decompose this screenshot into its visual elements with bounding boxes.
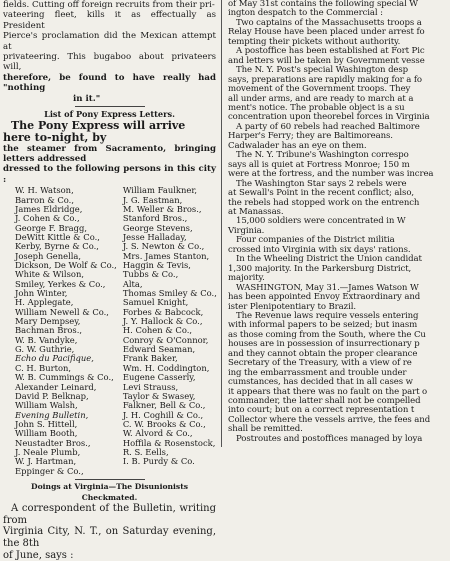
addressee-name: Levi Strauss,	[122, 381, 179, 392]
dispatch-line: all under arms, and are ready to march at a	[228, 93, 414, 104]
list-heading: List of Pony Express Letters.	[44, 109, 175, 120]
addressee-name: George Stevens,	[122, 222, 193, 233]
dispatch-line: ington despatch to the Commercial :	[228, 8, 383, 19]
doings-line: A correspondent of the Bulletin, writing from	[3, 503, 216, 526]
dispatch-line: Virginia.	[228, 225, 265, 236]
addressee-name: Samuel Knight,	[122, 297, 189, 308]
addressee-name: H. Cohen & Co.,	[122, 325, 193, 336]
dispatch-line: Secretary of the Treasury, with a view of re	[228, 358, 412, 369]
dispatch-line: at Sewall's Point in the recent conflict; also,	[228, 188, 415, 199]
addressee-name: J. Y. Hallock & Co.,	[122, 316, 203, 327]
pony-line-text: dressed to the following persons in this city :	[3, 164, 216, 185]
addressee-name: Wm. H. Coddington,	[122, 362, 210, 373]
addressee-name: Evening Bulletin,	[15, 409, 89, 420]
addressee-name: William Faulkner,	[122, 185, 198, 196]
addressee-name: J. S. Newton & Co.,	[122, 241, 205, 252]
doings-line: of June, says :	[3, 549, 74, 561]
dispatch-line: has been appointed Envoy Extraordinary and	[228, 292, 421, 303]
addressee-name: G. W. Guthrie,	[15, 344, 75, 355]
addressee-name: Taylor & Swasey,	[122, 390, 196, 401]
addressee-name: Neustadter Bros.,	[15, 437, 91, 448]
dispatch-line: A party of 60 rebels had reached Baltimore	[236, 121, 420, 132]
addressee-name: William Walsh,	[15, 400, 78, 411]
doings-paragraph	[3, 503, 216, 561]
addressee-name: Eppinger & Co.,	[15, 465, 84, 476]
addressee-name: Bachman Bros.,	[15, 325, 83, 336]
addressee-name: W. Alvord & Co.,	[122, 428, 193, 439]
dispatch-line: Two captains of the Massachusetts troops a	[236, 17, 422, 28]
dispatch-line: tempting their pickets without authority.	[228, 36, 401, 47]
doings-heading: Doings at Virginia—The Disunionists Checkmated.	[31, 481, 188, 502]
section-rule	[75, 106, 145, 107]
dispatch-line: shall be remitted.	[228, 424, 303, 435]
dispatch-line: The Revenue laws require vessels entering	[236, 310, 419, 321]
addressee-name: Mrs. James Stanton,	[122, 250, 210, 261]
addressee-name: H. Applegate,	[15, 297, 74, 308]
addressee-name: Forbes & Babcock,	[122, 306, 204, 317]
addressee-name	[121, 467, 217, 476]
addressee-name: W. B. Vandyke,	[15, 334, 78, 345]
dispatch-line: ister Plenipotentiary to Brazil.	[228, 301, 356, 312]
addressee-name: Conroy & O'Connor,	[122, 334, 209, 345]
dispatch-line: In the Wheeling District the Union candidat	[236, 254, 422, 265]
addressee-name: Mary Dempsey,	[15, 316, 81, 327]
dispatch-line: Cadwalader has an eye on them.	[228, 140, 367, 151]
addressee-name: W. J. Hartman,	[15, 456, 77, 467]
addressee-name: Frank Baker,	[122, 353, 178, 364]
dispatch-line: at Manassas.	[228, 206, 284, 217]
addressee-name: White & Wilson,	[15, 269, 84, 280]
column-rule	[221, 0, 222, 447]
addressee-name: William Newell & Co.,	[15, 306, 109, 317]
dispatch-line: ment's notice. The probable object is a su	[228, 102, 405, 113]
intro-line: vateering fleet, kills it as effectually as President	[3, 10, 216, 31]
addressee-name: Alexander Leinard,	[15, 381, 97, 392]
dispatch-line: as those coming from the South, where the Cu	[228, 329, 426, 340]
dispatch-line: WASHINGTON, May 31.—James Watson W	[236, 282, 419, 293]
intro-line: Pierce's proclamation did the Mexican attempt at	[3, 31, 216, 52]
addressee-name: Edward Seaman,	[122, 344, 196, 355]
addressee-name: Dickson, De Wolf & Co.,	[15, 260, 117, 271]
intro-line: privateering. This bugaboo about privateers will,	[3, 52, 216, 73]
doings-line: Virginia City, N. T., on Saturday evening, the 8th	[3, 526, 216, 549]
addressee-name: R. S. Eells,	[122, 446, 169, 457]
addressee-name: C. H. Burton,	[15, 362, 72, 373]
addressee-name: C. W. Brooks & Co.,	[122, 418, 206, 429]
dispatch-line: and they cannot obtain the proper clearance	[228, 348, 418, 359]
dispatch-line: The N. Y. Post's special Washington desp	[236, 65, 409, 76]
addressee-name: Kerby, Byrne & Co.,	[15, 241, 99, 252]
pony-express-line: The Pony Express will arrive here to-night, by	[3, 118, 186, 144]
addressee-name: J. Cohen & Co.,	[15, 213, 80, 224]
addressee-name: J. Neale Plumb,	[15, 446, 81, 457]
dispatch-line: says, preparations are rapidly making for a fo	[228, 74, 422, 85]
dispatch-line: crossed into Virginia with six days' rations.	[228, 244, 411, 255]
dispatch-line: majority.	[228, 273, 265, 284]
addressee-name: Smiley, Yerkes & Co.,	[15, 278, 106, 289]
addressee-name: Falkner, Bell & Co.,	[122, 400, 206, 411]
intro-line: fields. Cutting off foreign recruits from their pri-	[3, 0, 215, 10]
intro-line: in it."	[73, 93, 101, 104]
dispatch-line: of May 31st contains the following special W	[228, 0, 418, 9]
dispatch-line: houses are in possession of insurrectionary p	[228, 339, 420, 350]
dispatch-line: Harper's Ferry; they are Baltimoreans.	[228, 131, 393, 142]
dispatch-line: A postoffice has been established at Fort Pic	[236, 46, 425, 57]
dispatch-line: The N. Y. Tribune's Washington correspo	[236, 150, 409, 161]
addressee-name: W. H. Watson,	[15, 185, 74, 196]
right-column	[228, 0, 447, 444]
dispatch-line: cumstances, has decided that in all cases w	[228, 377, 413, 388]
addressee-name: J. G. Eastman,	[122, 194, 183, 205]
dispatch-line: Four companies of the District militia	[236, 235, 395, 246]
dispatch-line: Relay House have been placed under arrest fo	[228, 27, 425, 38]
dispatch-line: commander, the latter shall not be compelled	[228, 396, 421, 407]
addressee-name: William Booth,	[15, 428, 78, 439]
addressee-name: John S. Hittell,	[15, 418, 78, 429]
addressee-name: J. H. Coghill & Co.,	[122, 409, 204, 420]
dispatch-line: and letters will be taken by Government vesse	[228, 55, 425, 66]
addressee-name: M. Weller & Bros.,	[122, 203, 202, 214]
addressee-name: John Winter,	[15, 288, 68, 299]
dispatch-line: ing the embarrassment and trouble under	[228, 367, 407, 378]
dispatch-text	[228, 0, 447, 444]
addressee-name: Jesse Halladay,	[122, 232, 187, 242]
dispatch-line: movement of the Government troops. They	[228, 84, 411, 95]
addressee-name: Tubbs & Co.,	[122, 269, 179, 280]
dispatch-line: concentration upon theorebel forces in Virginia	[228, 112, 430, 123]
addressee-name: Stanford Bros.,	[122, 213, 188, 224]
addressee-name: Eugene Casserly,	[122, 372, 196, 383]
dispatch-line: 15,000 soldiers were concentrated in W	[236, 216, 406, 227]
addressee-name: James Eldridge,	[15, 203, 83, 214]
section-rule	[75, 479, 145, 480]
addressee-name: Thomas Smiley & Co.,	[122, 288, 217, 299]
addressee-name: W. B. Cummings & Co.,	[15, 372, 114, 383]
pony-express-line	[3, 144, 216, 186]
privateering-paragraph	[3, 0, 216, 104]
dispatch-line: Collector where the vessels arrive, the fees and	[228, 414, 431, 425]
addressee-name: I. B. Purdy & Co.	[122, 456, 195, 467]
pony-line-text: the steamer from Sacramento, bringing letters addressed	[3, 143, 216, 165]
intro-line: therefore, be found to have really had "nothing	[3, 72, 216, 94]
addressee-name: Echo du Pacifique,	[15, 353, 94, 364]
addressee-name: Barron & Co.,	[15, 194, 74, 205]
dispatch-line: 1,300 majority. In the Parkersburg District,	[228, 263, 412, 274]
dispatch-line: were at the fortress, and the number was increa	[228, 169, 434, 180]
addressee-name: David P. Belknap,	[15, 390, 89, 401]
dispatch-line: Postroutes and postoffices managed by loya	[236, 433, 423, 444]
dispatch-line: with informal papers to be seized; but inasm	[228, 320, 418, 331]
dispatch-line: into court; but on a correct representation t	[228, 405, 415, 416]
left-column	[3, 0, 216, 561]
addressee-name: Hoffila & Rosenstock,	[122, 437, 216, 448]
dispatch-line: says all is quiet at Fortress Monroe; 150 m	[228, 159, 410, 170]
dispatch-line: the rebels had stopped work on the entrench	[228, 197, 420, 208]
addressee-name: DeWitt Kittle & Co.,	[15, 232, 100, 242]
addressee-name: George F. Bragg,	[15, 222, 88, 233]
addressee-list	[3, 186, 216, 476]
dispatch-line: it appears that there was no fault on the part o	[228, 386, 428, 397]
dispatch-line: The Washington Star says 2 rebels were	[236, 178, 407, 189]
addressee-name: Haggin & Tevis,	[122, 260, 191, 271]
addressee-name: Alta,	[122, 278, 143, 289]
addressee-name: Joseph Genella,	[15, 250, 82, 261]
